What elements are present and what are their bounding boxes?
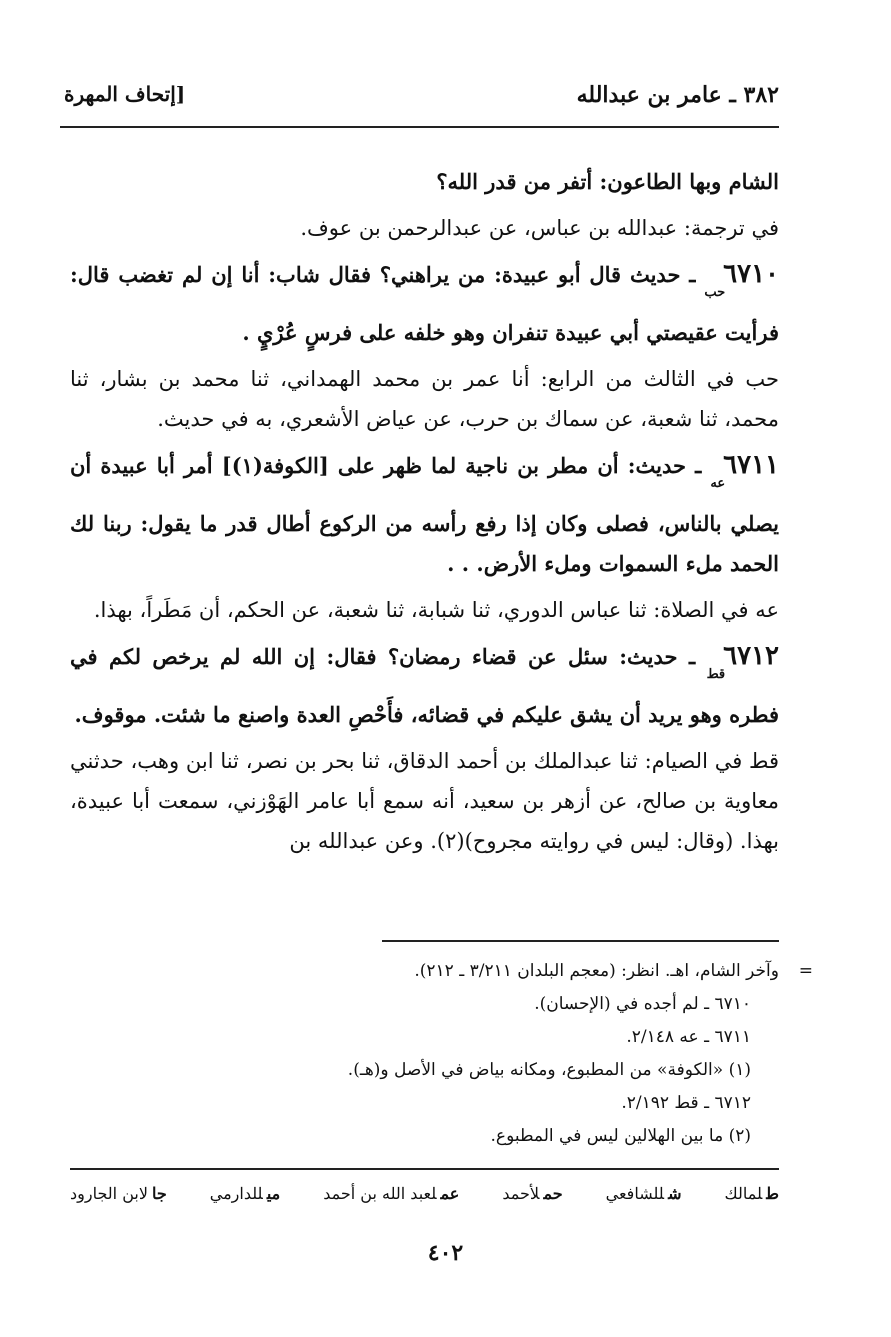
footnote-line: ٦٧١٢ ـ قط ٢/١٩٢.	[621, 1093, 751, 1113]
abbreviation-key	[70, 1184, 779, 1203]
hadith-entry-6711	[70, 445, 779, 584]
hadith-text: ـ حديث: أن مطر بن ناجية لما ظهر على [الكوفة(١)] أمر أبا عبيدة أن يصلي بالناس، فصلى وكان إذا رفع رأسه من الركوع أطال قدر ما يقول: ربنا لك الحمد ملء السموات وملء الأرض. . .	[70, 453, 779, 576]
source-siglum: حب	[704, 285, 726, 300]
abbreviation-item: ميللدارمي	[209, 1184, 281, 1203]
footnote-line: ٦٧١١ ـ عه ٢/١٤٨.	[626, 1027, 751, 1047]
footnote-line: ٦٧١٠ ـ لم أجده في (الإحسان).	[534, 994, 751, 1014]
paragraph-text: في ترجمة: عبدالله بن عباس، عن عبدالرحمن بن عوف.	[300, 216, 779, 240]
abbreviation-item: عملعبد الله بن أحمد	[323, 1184, 460, 1203]
header-chapter-title: ٣٨٢ ـ عامر بن عبدالله	[576, 82, 779, 108]
running-header	[64, 78, 779, 118]
hadith-number: ٦٧١٠	[723, 259, 779, 289]
paragraph-text: الشام وبها الطاعون: أتفر من قدر الله؟	[436, 169, 779, 194]
abbreviation-divider	[70, 1168, 779, 1170]
hadith-number: ٦٧١١	[723, 450, 779, 480]
header-divider	[60, 126, 779, 128]
source-siglum: قط	[706, 667, 726, 682]
isnad-paragraph	[70, 359, 779, 439]
page-number: ٤٠٢	[427, 1240, 464, 1266]
footnote-divider	[382, 940, 779, 942]
footnote-line: (١) «الكوفة» من المطبوع، ومكانه بياض في الأصل و(هـ).	[347, 1060, 751, 1080]
continuation-mark: =	[798, 961, 813, 981]
abbreviation-item: شللشافعي	[605, 1184, 682, 1203]
hadith-number: ٦٧١٢	[723, 641, 779, 671]
hadith-text: ـ حديث قال أبو عبيدة: من يراهني؟ فقال شاب: أنا إن لم تغضب قال: فرأيت عقيصتي أبي عبيدة تنفران وهو خلفه على فرسٍ عُرْيٍ .	[70, 262, 779, 345]
source-siglum: عه	[710, 476, 726, 491]
abbreviation-item: جالابن الجارود	[70, 1184, 167, 1203]
main-text	[70, 162, 779, 867]
paragraph-continuation	[70, 162, 779, 202]
isnad-paragraph	[70, 590, 779, 630]
footnote-line: (٢) ما بين الهلالين ليس في المطبوع.	[490, 1126, 751, 1146]
abbreviation-item: حملأحمد	[502, 1184, 563, 1203]
isnad-paragraph	[70, 741, 779, 861]
footnote-line: وآخر الشام، اهـ. انظر: (معجم البلدان ٣/٢١١ ـ ٢١٢).	[414, 961, 779, 981]
abbreviation-item: طلمالك	[724, 1184, 779, 1203]
header-book-title: [إتحاف المهرة	[64, 82, 186, 106]
hadith-text: ـ حديث: سئل عن قضاء رمضان؟ فقال: إن الله لم يرخص لكم في فطره وهو يريد أن يشق عليكم في قضائه، فأَحْصِ العدة واصنع ما شئت. موقوف.	[70, 644, 779, 727]
paragraph-text: حب في الثالث من الرابع: أنا عمر بن محمد الهمداني، ثنا محمد بن بشار، ثنا محمد، ثنا شعبة، عن سماك بن حرب، عن عياض الأشعري، به في حديث.	[70, 367, 779, 431]
hadith-entry-6710	[70, 254, 779, 353]
paragraph-text: عه في الصلاة: ثنا عباس الدوري، ثنا شبابة، ثنا شعبة، عن الحكم، أن مَطَراً، بهذا.	[93, 598, 779, 622]
hadith-entry-6712	[70, 636, 779, 735]
paragraph-text: قط في الصيام: ثنا عبدالملك بن أحمد الدقاق، ثنا بحر بن نصر، ثنا ابن وهب، حدثني معاوية بن صالح، عن أزهر بن سعيد، أنه سمع أبا عامر الهَوْزني، سمعت أبا عبيدة، بهذا. (وقال: ليس في روايته مجروح)(٢). وعن عبدالله بن	[70, 749, 779, 853]
paragraph-translation-note	[70, 208, 779, 248]
footnotes	[100, 955, 813, 1153]
